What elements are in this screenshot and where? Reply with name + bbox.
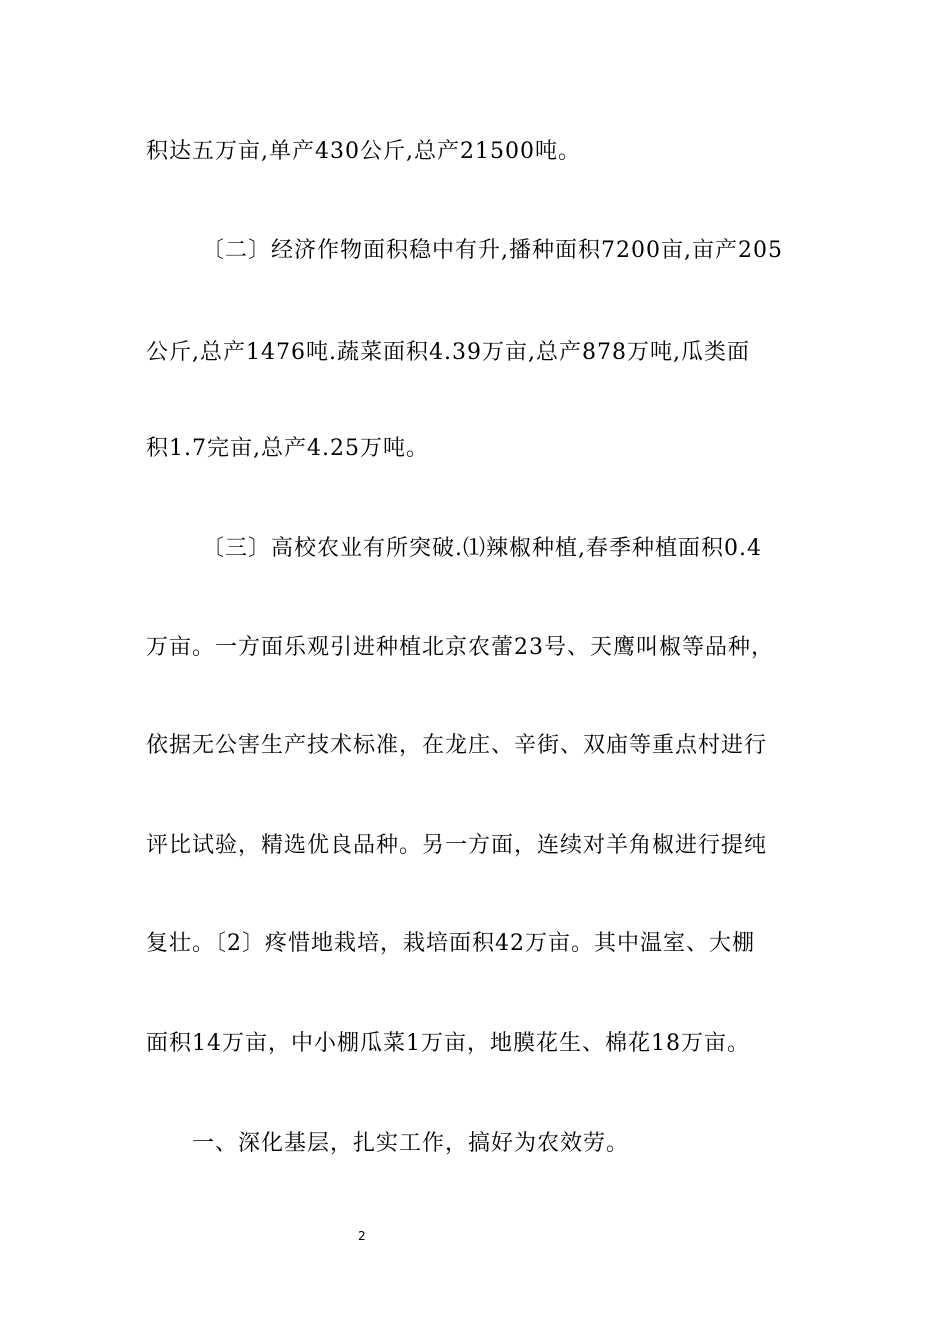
section-heading: 一、深化基层，扎实工作，搞好为农效劳。 xyxy=(192,1131,630,1156)
paragraph-line: 〔三〕高校农业有所突破.⑴辣椒种植,春季种植面积0.4 xyxy=(202,536,762,561)
paragraph-line: 依据无公害生产技术标准，在龙庄、辛街、双庙等重点村进行 xyxy=(146,733,768,758)
paragraph-line: 评比试验，精选优良品种。另一方面，连续对羊角椒进行提纯 xyxy=(146,833,768,858)
paragraph-line: 积1.7完亩,总产4.25万吨。 xyxy=(146,436,429,461)
page-number: 2 xyxy=(358,1229,366,1243)
paragraph-line: 复壮。〔2〕疼惜地栽培，栽培面积42万亩。其中温室、大棚 xyxy=(146,931,755,956)
paragraph-line: 积达五万亩,单产430公斤,总产21500吨。 xyxy=(146,139,581,164)
paragraph-line: 面积14万亩，中小棚瓜菜1万亩，地膜花生、棉花18万亩。 xyxy=(146,1031,750,1056)
paragraph-line: 公斤,总产1476吨.蔬菜面积4.39万亩,总产878万吨,瓜类面 xyxy=(146,340,750,365)
paragraph-line: 万亩。一方面乐观引进种植北京农蕾23号、天鹰叫椒等品种， xyxy=(146,635,774,660)
paragraph-line: 〔二〕经济作物面积稳中有升,播种面积7200亩,亩产205 xyxy=(202,238,783,263)
